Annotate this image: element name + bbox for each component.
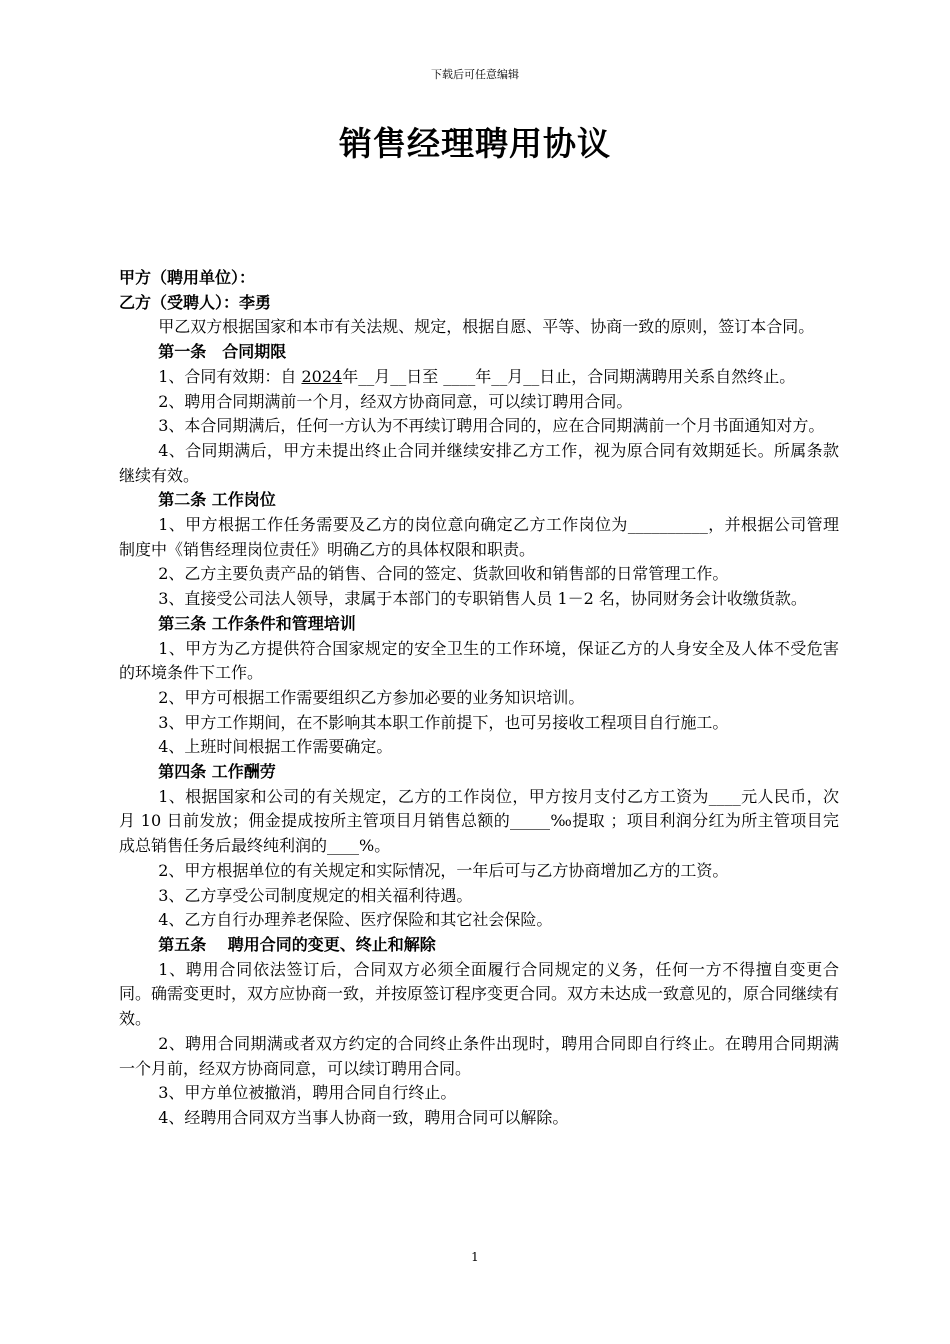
party-b-line: 乙方（受聘人）：李勇 [119,292,272,312]
article-4-item-3: 3、乙方享受公司制度规定的相关福利待遇。 [158,885,473,905]
article-4-item-4: 4、乙方自行办理养老保险、医疗保险和其它社会保险。 [158,910,553,930]
article-5-item-2: 2、聘用合同期满或者双方约定的合同终止条件出现时，聘用合同即自行终止。在聘用合同期满一个月前，经双方协商同意，可以续订聘用合同。 [119,1033,839,1078]
article-1-item-4: 4、合同期满后，甲方未提出终止合同并继续安排乙方工作，视为原合同有效期延长。所属条款继续有效。 [119,440,839,485]
article-5-item-4: 4、经聘用合同双方当事人协商一致，聘用合同可以解除。 [158,1107,569,1127]
position-blank: __________ [627,515,708,535]
article-3-item-4: 4、上班时间根据工作需要确定。 [158,737,393,757]
page-number: 1 [471,1250,479,1264]
start-year: 2024 [301,366,343,386]
article-1-heading: 第一条 合同期限 [158,342,287,362]
article-5-item-1: 1、聘用合同依法签订后，合同双方必须全面履行合同规定的义务，任何一方不得擅自变更合同。确需变更时，双方应协商一致，并按原签订程序变更合同。双方未达成一致意见的，原合同继续有效。 [119,959,840,1029]
article-1-item-1: 1、合同有效期：自 2024年__月__日至 ____年__月__日止，合同期满聘用关系自然终止。 [158,366,796,386]
article-5-item-3: 3、甲方单位被撤消，聘用合同自行终止。 [158,1083,457,1103]
article-1-item-2: 2、聘用合同期满前一个月，经双方协商同意，可以续订聘用合同。 [158,391,633,411]
article-2-heading: 第二条 工作岗位 [158,490,276,510]
article-1-item-3: 3、本合同期满后，任何一方认为不再续订聘用合同的，应在合同期满前一个月书面通知对方。 [158,416,825,436]
article-4-heading: 第四条 工作酬劳 [158,762,276,782]
header-note: 下载后可任意编辑 [431,68,519,81]
intro-paragraph: 甲乙双方根据国家和本市有关法规、规定，根据自愿、平等、协商一致的原则，签订本合同。 [158,317,815,337]
article-5-heading: 第五条 聘用合同的变更、终止和解除 [158,934,436,954]
article-2-item-1: 1、甲方根据工作任务需要及乙方的岗位意向确定乙方工作岗位为__________，并根据公司管理制度中《销售经理岗位责任》明确乙方的具体权限和职责。 [119,515,839,559]
article-4-item-1: 1、根据国家和公司的有关规定，乙方的工作岗位，甲方按月支付乙方工资为____元人民币，次月 10 日前发放；佣金提成按所主管项目月销售总额的_____‰提取 ；项目利润分红为所主管项目完成总销售任务后最终纯利润的____%。 [119,786,839,856]
document-title: 销售经理聘用协议 [339,124,611,163]
article-2-item-2: 2、乙方主要负责产品的销售、合同的签定、货款回收和销售部的日常管理工作。 [158,564,729,584]
article-3-item-1: 1、甲方为乙方提供符合国家规定的安全卫生的工作环境，保证乙方的人身安全及人体不受危害的环境条件下工作。 [119,638,839,683]
article-4-item-2: 2、甲方根据单位的有关规定和实际情况，一年后可与乙方协商增加乙方的工资。 [158,860,729,880]
article-3-item-2: 2、甲方可根据工作需要组织乙方参加必要的业务知识培训。 [158,687,585,707]
article-3-heading: 第三条 工作条件和管理培训 [158,613,356,633]
party-a-line: 甲方（聘用单位）： [119,268,256,287]
document-body [119,266,839,1131]
article-3-item-3: 3、甲方工作期间，在不影响其本职工作前提下，也可另接收工程项目自行施工。 [158,712,729,732]
article-2-item-3: 3、直接受公司法人领导，隶属于本部门的专职销售人员 1－2 名，协同财务会计收缴货款。 [158,589,807,609]
